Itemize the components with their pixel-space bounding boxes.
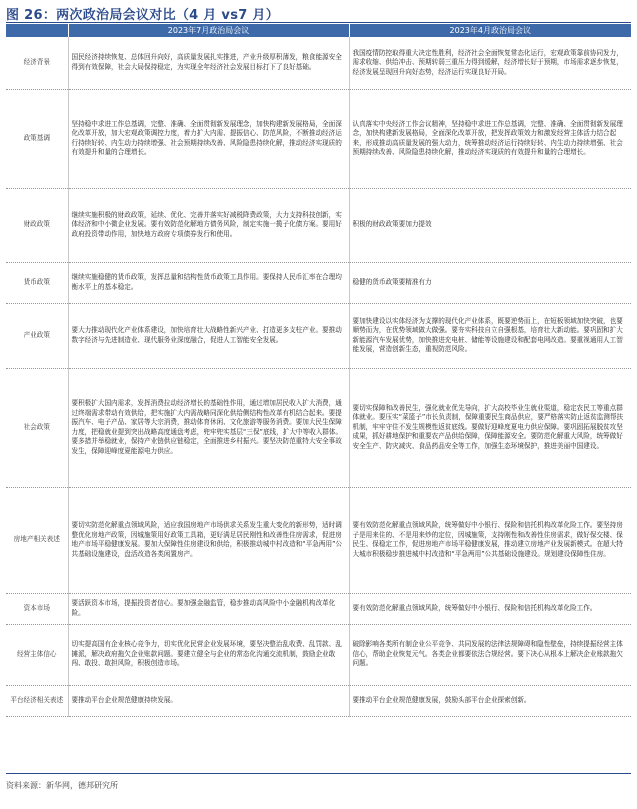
- row-category: 资本市场: [6, 593, 68, 624]
- table-row: [6, 37, 631, 89]
- row-category: 政策基调: [6, 89, 68, 188]
- row-category: 经济背景: [6, 37, 68, 89]
- april-cell: 要加快建设以实体经济为支撑的现代化产业体系，既要逆势而上，在短板领域加快突破，也要顺势而为，在优势领域做大做强。要夯实科技自立自强根基，培育壮大新动能。要巩固和扩大新能源汽车发展优势，加快推进充电桩、储能等设施建设和配套电网改造。要重视通用人工智能发展，营造创新生态，重视防范风险。: [349, 303, 631, 368]
- july-cell: 要活跃资本市场，提振投资者信心。要加强金融监管，稳步推动高风险中小金融机构改革化险。: [68, 593, 349, 624]
- row-category: 平台经济相关表述: [6, 685, 68, 716]
- april-cell: 认真落实中央经济工作会议精神，坚持稳中求进工作总基调，完整、准确、全面贯彻新发展理念，加快构建新发展格局，全面深化改革开放，把发挥政策效力和激发经营主体活力结合起来，形成推动高质量发展的强大动力，统筹推动经济运行持续好转、内生动力持续增强、社会预期持续改善、风险隐患持续化解，推动经济实现质的有效提升和量的合理增长。: [349, 89, 631, 188]
- april-cell: 要有效防范化解重点领域风险，统筹做好中小银行、保险和信托机构改革化险工作。: [349, 593, 631, 624]
- april-cell: 积极的财政政策要加力提效: [349, 188, 631, 262]
- source-note: 资料来源：新华网，德邦研究所: [6, 781, 118, 790]
- july-cell: 要积极扩大国内需求，发挥消费拉动经济增长的基础性作用，通过增加居民收入扩大消费，通过终端需求带动有效供给，把实施扩大内需战略同深化供给侧结构性改革有机结合起来。要提振汽车、电子产品、家居等大宗消费，推动体育休闲、文化旅游等服务消费。要加大民生保障力度，把稳就业提到突出战略高度通盘考虑，兜牢兜实基层“三保”底线，扩大中等收入群体。要多措并举稳就业，保持产业链供应链稳定，全面推进乡村振兴。要坚决防范重特大安全事故发生，保障迎峰度夏能源电力供应。: [68, 368, 349, 487]
- july-cell: 要切实防范化解重点领域风险，适应我国房地产市场供求关系发生重大变化的新形势，适时调整优化房地产政策，因城施策用好政策工具箱，更好满足居民刚性和改善性住房需求，促进房地产市场平稳健康发展。要加大保障性住房建设和供给，积极推动城中村改造和“平急两用”公共基础设施建设，盘活改造各类闲置房产。: [68, 487, 349, 593]
- header-july: 2023年7月政治局会议: [68, 24, 349, 37]
- row-category: 货币政策: [6, 262, 68, 303]
- header-april: 2023年4月政治局会议: [349, 24, 631, 37]
- header-blank: [6, 24, 68, 37]
- row-category: 产业政策: [6, 303, 68, 368]
- april-cell: 要推动平台企业规范健康发展，鼓励头部平台企业探索创新。: [349, 685, 631, 716]
- comparison-table: [6, 24, 631, 717]
- july-cell: 要大力推动现代化产业体系建设，加快培育壮大战略性新兴产业、打造更多支柱产业。要推动数字经济与先进制造业、现代服务业深度融合，促进人工智能安全发展。: [68, 303, 349, 368]
- title-divider: [6, 22, 631, 23]
- july-cell: 继续实施积极的财政政策，延续、优化、完善并落实好减税降费政策，大力支持科技创新，实体经济和中小微企业发展。要有效防范化解地方债务风险，制定实施一揽子化债方案。要用好政府投资带动作用，加快地方政府专项债券发行和使用。: [68, 188, 349, 262]
- july-cell: 坚持稳中求进工作总基调，完整、准确、全面贯彻新发展理念，加快构建新发展格局，全面深化改革开放，加大宏观政策调控力度，着力扩大内需、提振信心、防范风险，不断推动经济运行持续好转、内生动力持续增强、社会预期持续改善、风险隐患持续化解，推动经济实现质的有效提升和量的合理增长。: [68, 89, 349, 188]
- table-row: [6, 303, 631, 368]
- table-row: [6, 624, 631, 685]
- table-row: [6, 188, 631, 262]
- table-row: [6, 685, 631, 716]
- april-cell: 要有效防范化解重点领域风险，统筹做好中小银行、保险和信托机构改革化险工作。要坚持房子是用来住的、不是用来炒的定位，因城施策，支持刚性和改善性住房需求，做好保交楼、保民生、保稳定工作，促进房地产市场平稳健康发展，推动建立房地产业发展新模式。在超大特大城市积极稳步推进城中村改造和“平急两用”公共基础设施建设。规划建设保障性住房。: [349, 487, 631, 593]
- july-cell: 国民经济持续恢复、总体回升向好，高质量发展扎实推进，产业升级厚积薄发，粮食能源安全得到有效保障，社会大局保持稳定，为实现全年经济社会发展目标打下了良好基础。: [68, 37, 349, 89]
- table-row: [6, 368, 631, 487]
- table-row: [6, 593, 631, 624]
- bottom-divider: [6, 773, 631, 774]
- table-header-row: [6, 24, 631, 37]
- row-category: 财政政策: [6, 188, 68, 262]
- row-category: 房地产相关表述: [6, 487, 68, 593]
- table-row: [6, 262, 631, 303]
- april-cell: 要切实保障和改善民生，强化就业优先导向，扩大高校毕业生就业渠道，稳定农民工等重点群体就业。要压实“菜篮子”市长负责制，保障重要民生商品供应，要严格落实防止返贫监测帮扶机制，牢牢守住不发生规模性返贫底线。要做好迎峰度夏电力供应保障。要巩固拓展脱贫攻坚成果，抓好耕地保护和重要农产品供给保障，保障能源安全。要防范化解重大风险，统筹做好安全生产、防灾减灾、食品药品安全等工作，加强生态环境保护，推进美丽中国建设。: [349, 368, 631, 487]
- july-cell: 切实提高国有企业核心竞争力，切实优化民营企业发展环境，要坚决整治乱收费、乱罚款、乱摊派，解决政府拖欠企业账款问题。要建立健全与企业的常态化沟通交流机制，鼓励企业敢闯、敢投、敢担风险，积极创造市场。: [68, 624, 349, 685]
- april-cell: 我国疫情防控取得重大决定性胜利，经济社会全面恢复常态化运行，宏观政策靠前协同发力，需求收缩、供给冲击、预期转弱三重压力得到缓解，经济增长好于预期，市场需求逐步恢复，经济发展呈现回升向好态势，经济运行实现良好开局。: [349, 37, 631, 89]
- row-category: 经营主体信心: [6, 624, 68, 685]
- july-cell: 继续实施稳健的货币政策，发挥总量和结构性货币政策工具作用。要保持人民币汇率在合理均衡水平上的基本稳定。: [68, 262, 349, 303]
- table-row: [6, 89, 631, 188]
- july-cell: 要推动平台企业规范健康持续发展。: [68, 685, 349, 716]
- table-row: [6, 487, 631, 593]
- april-cell: 破除影响各类所有制企业公平竞争、共同发展的法律法规障碍和隐性壁垒，持续提振经营主体信心，帮助企业恢复元气。各类企业都要依法合规经营。要下决心从根本上解决企业账款拖欠问题。: [349, 624, 631, 685]
- figure-title: 图 26：两次政治局会议对比（4 月 vs7 月）: [6, 8, 279, 23]
- row-category: 社会政策: [6, 368, 68, 487]
- april-cell: 稳健的货币政策要精准有力: [349, 262, 631, 303]
